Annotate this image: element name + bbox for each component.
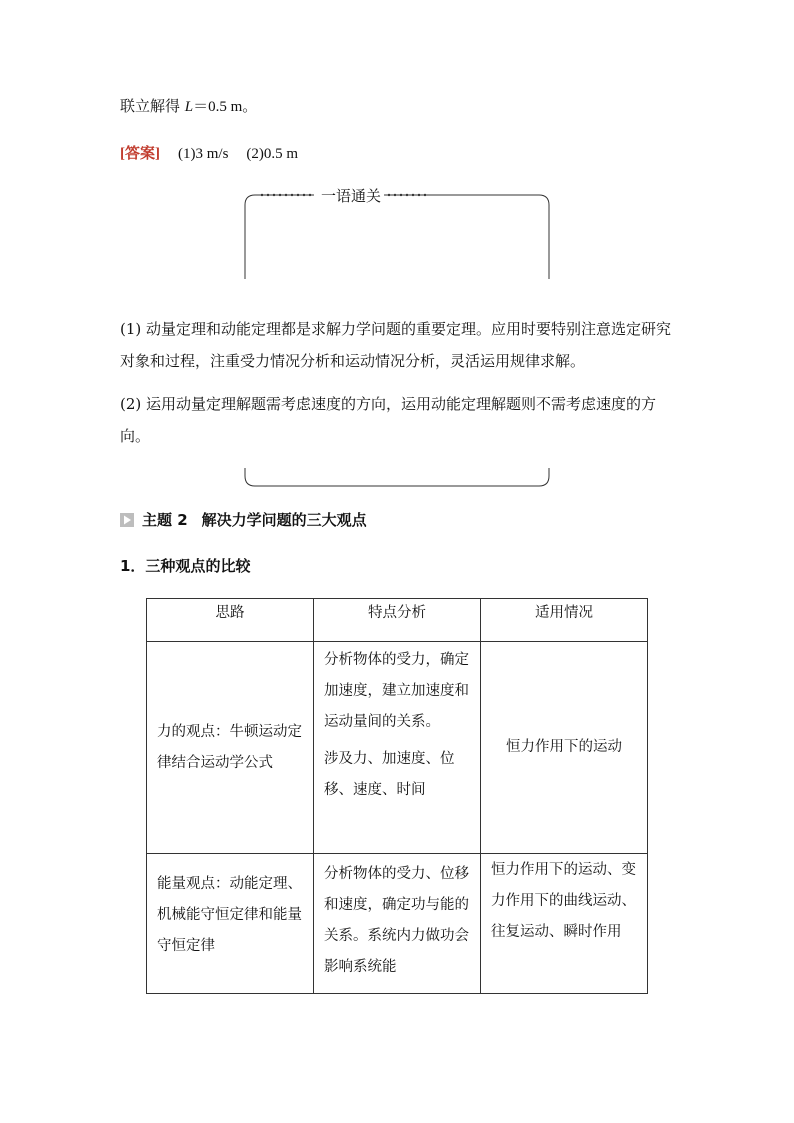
summary-box-frame-bottom [244,468,550,488]
header-features: 特点分析 [314,599,481,642]
solution-prefix: 联立解得 [120,97,185,115]
table-header-row [147,599,648,642]
play-triangle-icon [120,513,134,527]
solution-variable: L [184,99,194,115]
summary-box-frame-top [244,187,550,279]
topic-heading [120,509,367,530]
row-1-scope: 恒力作用下的运动 [481,642,648,854]
answer-part-2: (2)0.5 m [246,146,299,162]
header-scope: 适用情况 [481,599,648,642]
table-row [147,854,648,994]
table-row [147,642,648,854]
comparison-table [146,598,648,994]
row-2-idea: 能量观点：动能定理、机械能守恒定律和能量守恒定律 [147,854,314,994]
answer-part-1: (1)3 m/s [178,146,229,162]
topic-title: 解决力学问题的三大观点 [201,511,367,529]
row-2-scope: 恒力作用下的运动、变力作用下的曲线运动、往复运动、瞬时作用 [481,854,648,994]
header-idea: 思路 [147,599,314,642]
solution-result: ＝0.5 m。 [193,99,258,115]
answer-tag: [答案] [120,146,160,162]
topic-label: 主题 2 [142,511,188,529]
summary-box-title: 一语通关 [318,185,384,206]
summary-paragraph-1: (1) 动量定理和动能定理都是求解力学问题的重要定理。应用时要特别注意选定研究对象和过程，注重受力情况分析和运动情况分析，灵活运用规律求解。 [120,320,672,370]
summary-paragraph-2: (2) 运用动量定理解题需考虑速度的方向，运用动能定理解题则不需考虑速度的方向。 [120,395,657,445]
subsection-heading: 1．三种观点的比较 [120,557,251,575]
row-1-features-note: 涉及力、加速度、位移、速度、时间 [324,751,455,798]
row-1-features-text: 分析物体的受力，确定加速度，建立加速度和运动量间的关系。 [324,652,469,730]
row-1-features [314,642,481,854]
row-1-idea: 力的观点：牛顿运动定律结合运动学公式 [147,642,314,854]
solution-line [120,95,257,116]
row-2-features: 分析物体的受力、位移和速度，确定功与能的关系。系统内力做功会影响系统能 [314,854,481,994]
answer-line [120,142,298,163]
